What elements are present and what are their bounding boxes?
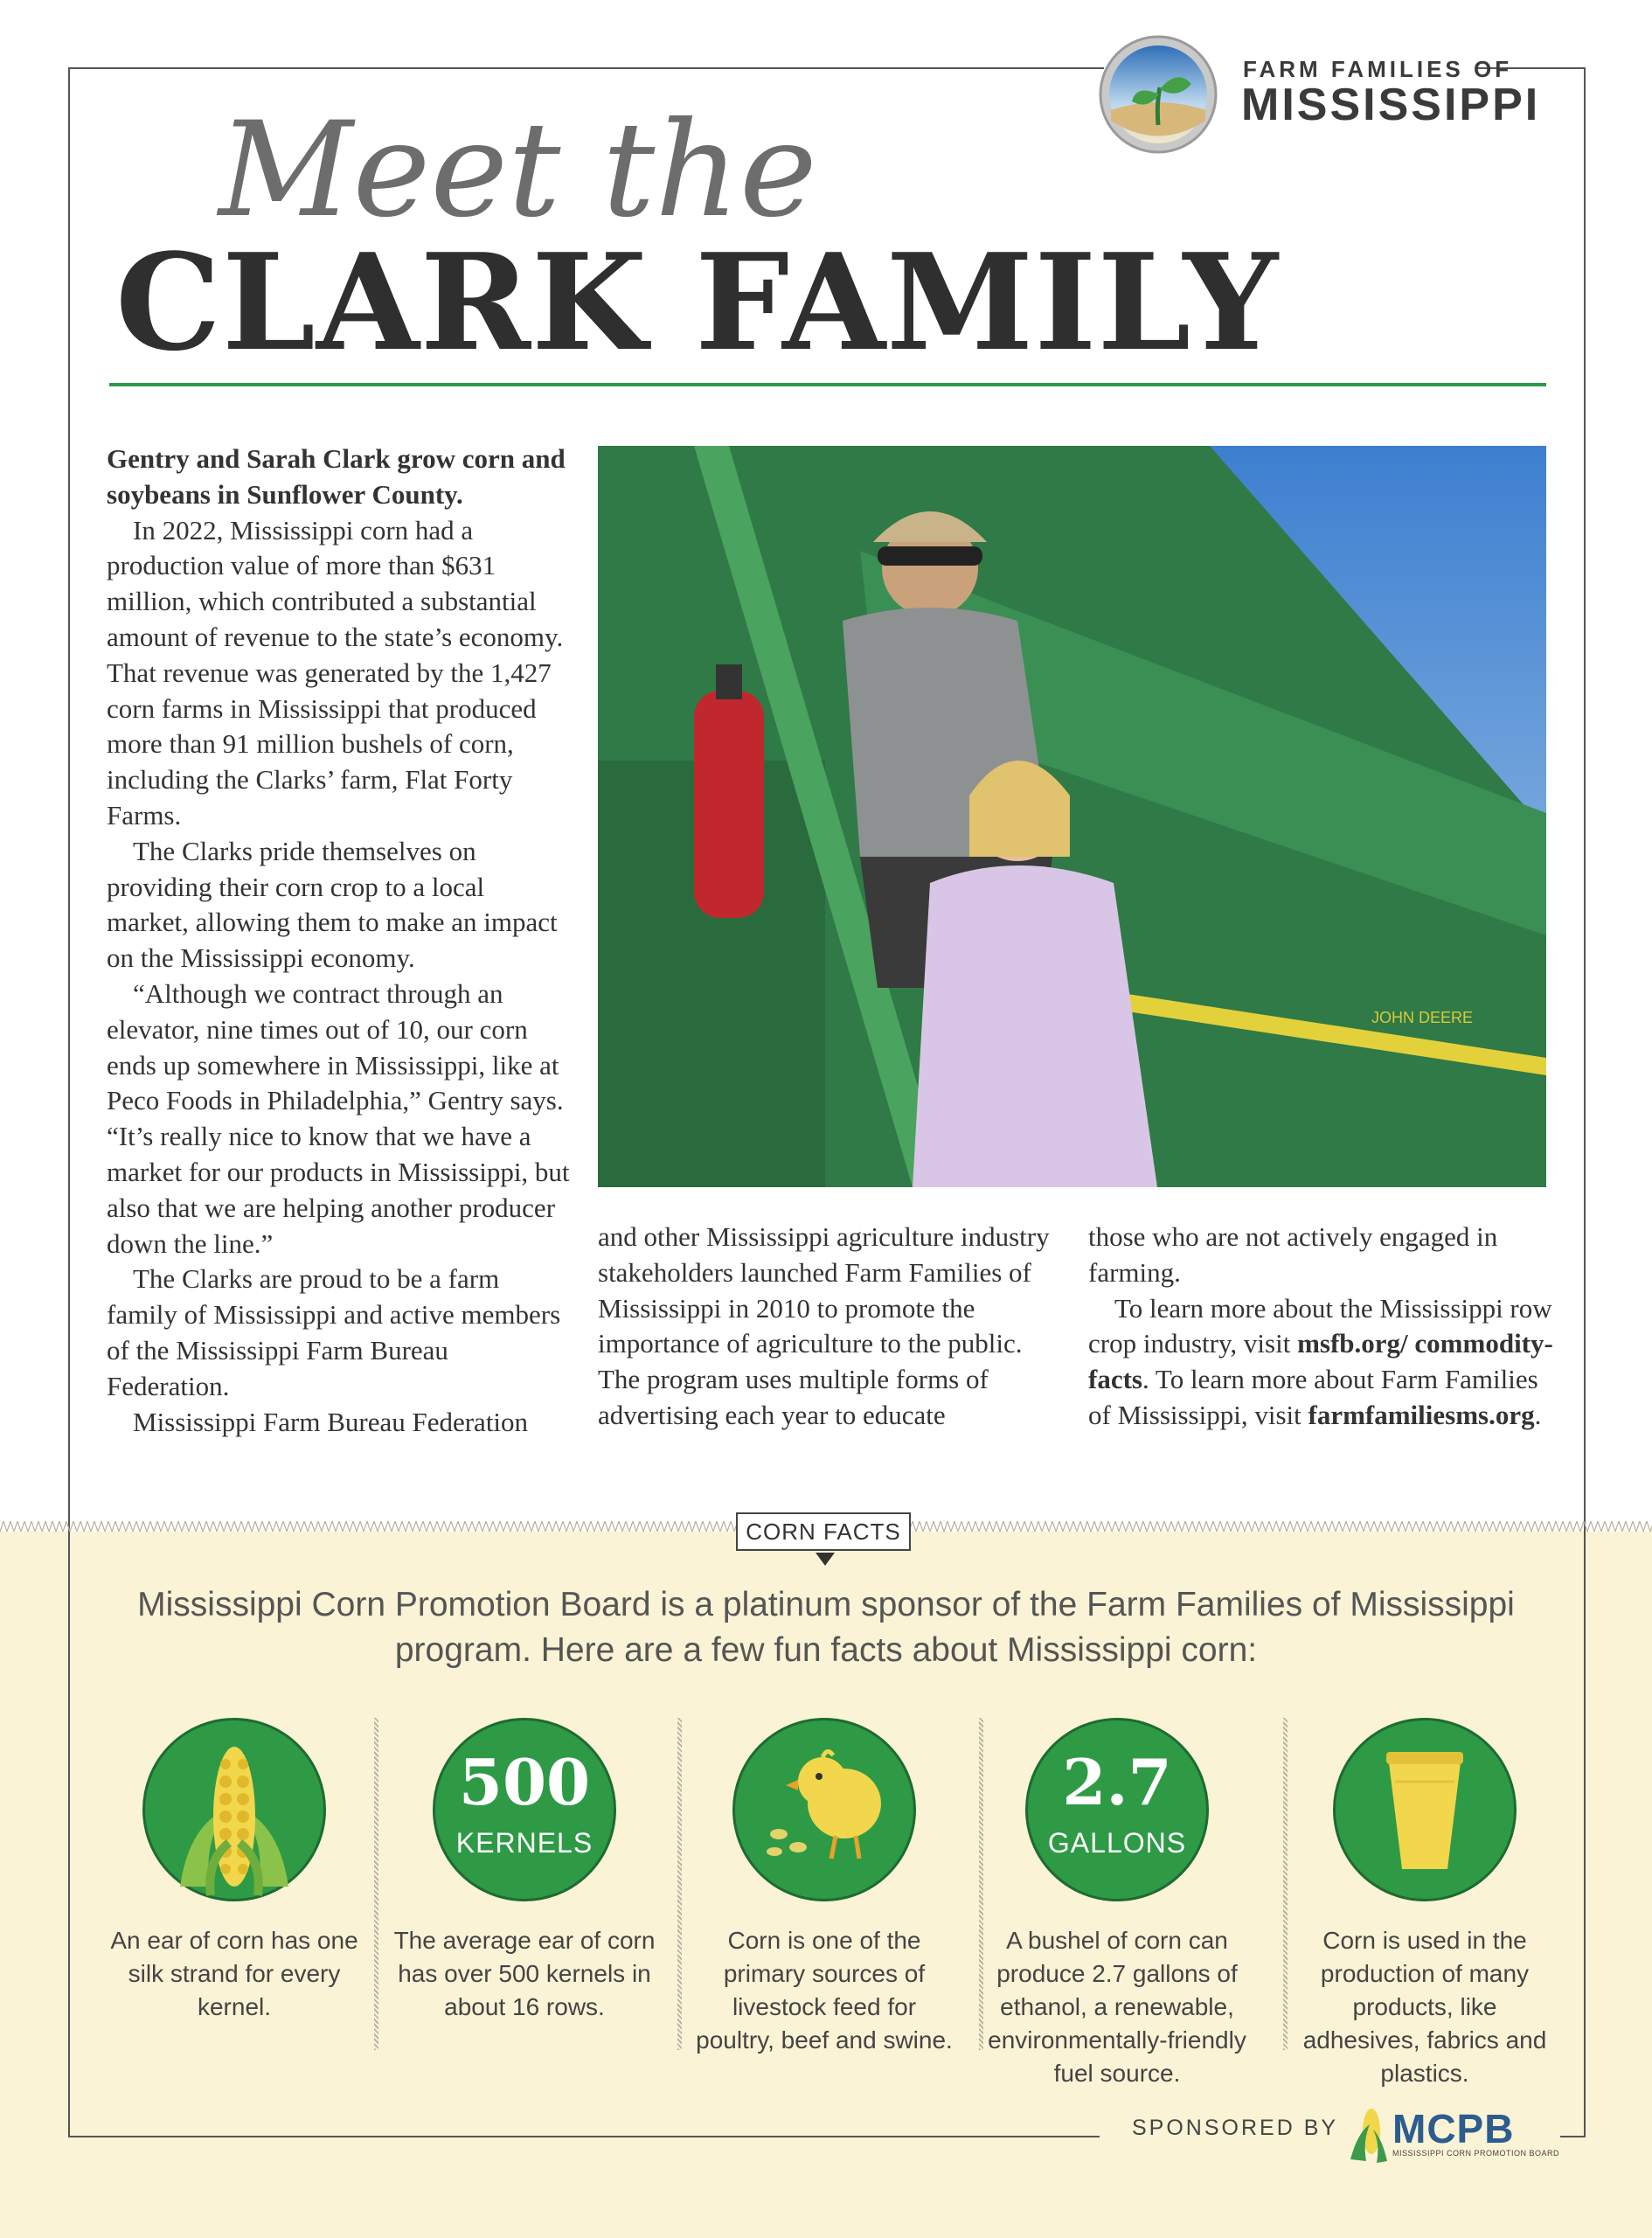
article-paragraph-learn-more: To learn more about the Mississippi row crop industry, visit msfb.org/ commodity-facts. To learn more about Farm Families of Mississippi, visit farmfamiliesms.org. [1088,1292,1553,1430]
farmfamilies-link[interactable]: farmfamiliesms.org [1308,1399,1535,1430]
msfb-link[interactable]: msfb.org/ commodity-facts [1088,1328,1553,1395]
chick-icon [735,1720,913,1899]
logo-line1: FARM FAMILIES OF [1243,56,1513,82]
title-family: CLARK FAMILY [115,224,1280,380]
frame-line-right-lower [1584,1532,1586,2137]
article-paragraph: Mississippi Farm Bureau Federation [133,1406,529,1437]
article-paragraph: those who are not actively engaged in farming. [1088,1221,1498,1288]
john-deere-label: JOHN DEERE [1371,1009,1474,1026]
corn-stalk-icon [1342,2098,1394,2168]
sponsored-by-label: SPONSORED BY [1132,2116,1339,2140]
article-lead: Gentry and Sarah Clark grow corn and soybeans in Sunflower County. [107,443,566,510]
fact-number: 2.7 [1062,1745,1172,1819]
fact-unit: GALLONS [1047,1827,1187,1859]
fact-circle [142,1718,326,1901]
article-column-3 [1088,1220,1560,1434]
fact-text: Corn is used in the production of many products, like adhesives, fabrics and plastics. [1302,1927,1547,2087]
fact-text: Corn is one of the primary sources of livestock feed for poultry, beef and swine. [696,1927,953,2054]
article-column-1 [107,441,570,1440]
logo-line2: MISSISSIPPI [1241,80,1541,130]
fact-circle [1333,1718,1517,1901]
fact-circle [1025,1718,1209,1901]
combine-photo-illustration [598,446,1546,1187]
fact-number: 500 [458,1745,591,1819]
frame-line-left-lower [68,1532,70,2137]
article-paragraph: and other Mississippi agriculture industry stakeholders launched Farm Families of Mississippi in 2010 to promote the importance of agriculture to the public. The program uses multiple forms of advertising each year to educate [598,1221,1050,1430]
fact-divider [374,1718,378,2050]
mcpb-name: MCPB [1392,2106,1515,2151]
tag-arrow-icon [816,1553,835,1566]
frame-line-bottom [68,2136,1100,2137]
fact-divider [1283,1718,1288,2050]
family-photo [598,446,1546,1187]
mcpb-subtitle: MISSISSIPPI CORN PROMOTION BOARD [1392,2149,1560,2158]
mcpb-logo [1342,2098,1560,2168]
fact-circle [433,1718,616,1901]
corn-facts-tag: CORN FACTS [736,1512,911,1551]
article-paragraph: The Clarks pride themselves on providing their corn crop to a local market, allowing them to make an impact on the Mississippi economy. [107,835,558,974]
globe-sprout-icon [1097,33,1219,156]
corn-facts-intro: Mississippi Corn Promotion Board is a platinum sponsor of the Farm Families of Mississippi program. Here are a few fun facts about Mississippi corn: [137,1586,1515,1669]
corn-ear-icon [145,1720,323,1899]
fact-divider [677,1718,682,2050]
article-paragraph: The Clarks are proud to be a farm family of Mississippi and active members of the Mississippi Farm Bureau Federation. [107,1263,561,1401]
title-meet: Meet the [219,94,817,247]
article-paragraph: In 2022, Mississippi corn had a production value of more than $631 million, which contributed a substantial amount of revenue to the state’s economy. That revenue was generated by the 1,427 corn farms in Mississippi that produced more than 91 million bushels of corn, including the Clarks’ farm, Flat Forty Farms. [107,514,564,831]
fact-text: A bushel of corn can produce 2.7 gallons of ethanol, a renewable, environmentally-friendly fuel source. [988,1927,1246,2087]
fact-text: The average ear of corn has over 500 kernels in about 16 rows. [393,1927,656,2020]
article-paragraph: “Although we contract through an elevator, nine times out of 10, our corn ends up somewhere in Mississippi, like at Peco Foods in Philadelphia,” Gentry says. “It’s really nice to know that we have a market for our products in Mississippi, but also that we are helping another producer down the line.” [107,977,570,1259]
frame-line-bottom-right [1560,2136,1586,2137]
farm-families-logo [1097,17,1586,166]
fact-text: An ear of corn has one silk strand for every kernel. [110,1927,358,2020]
title-underline [109,383,1546,386]
fact-circle [732,1718,916,1901]
plastic-cup-icon [1336,1720,1514,1899]
article-column-2 [598,1220,1052,1434]
frame-line-top [68,67,1104,69]
fact-divider [979,1718,983,2050]
fact-unit: KERNELS [455,1827,593,1859]
